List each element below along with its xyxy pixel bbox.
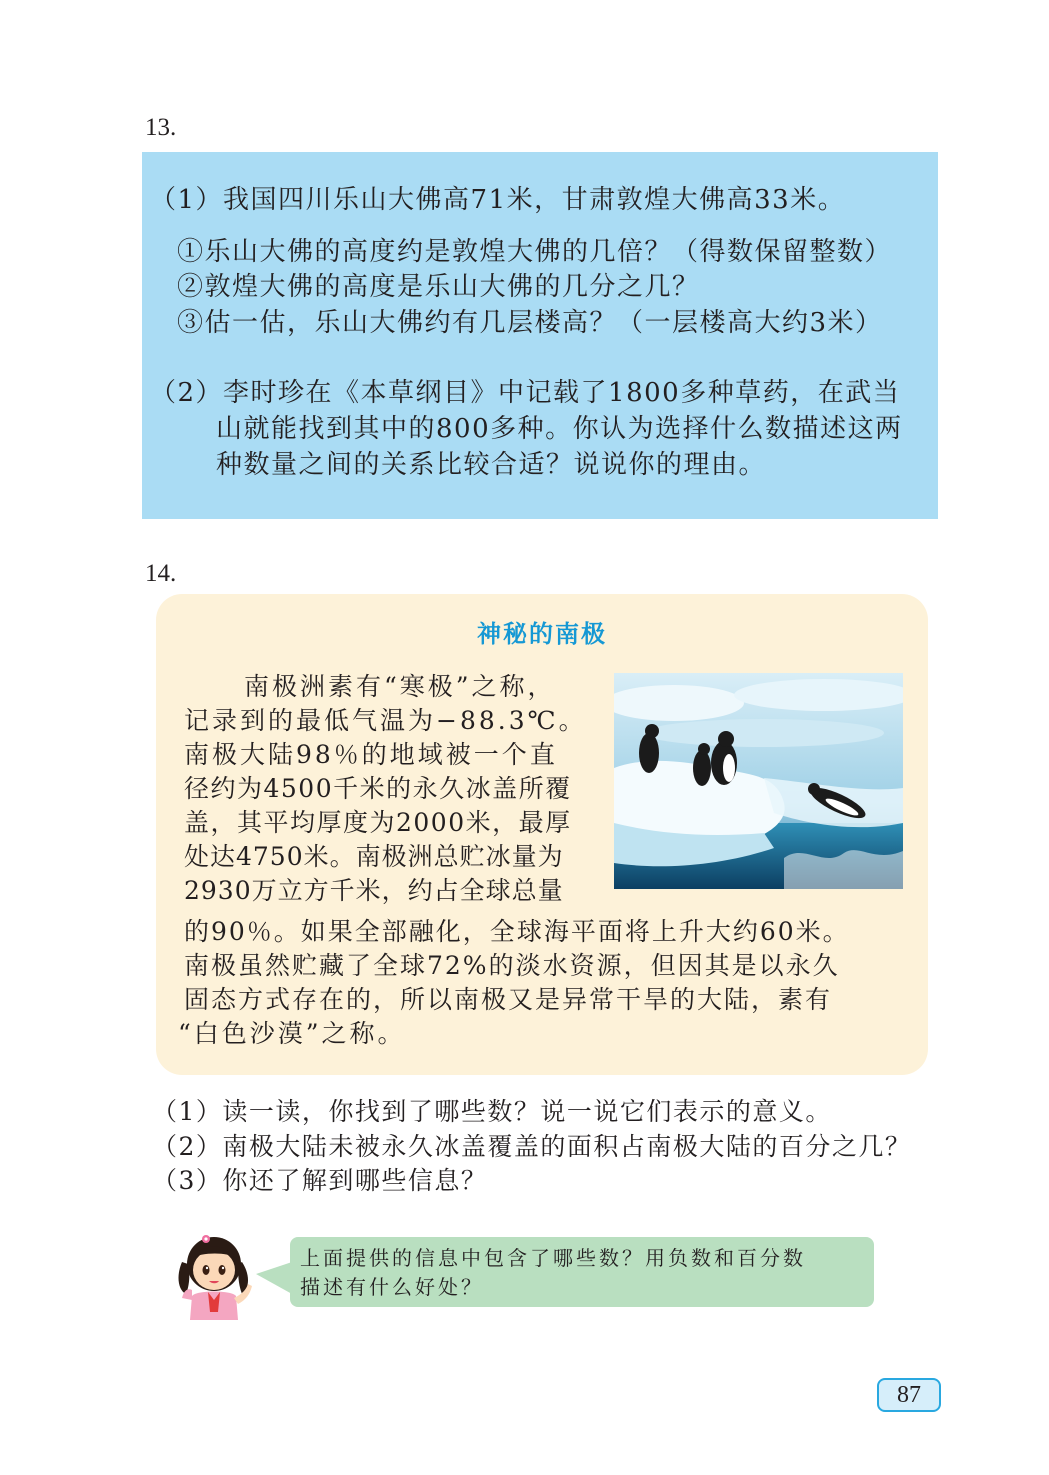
card-title: 神秘的南极: [477, 620, 607, 648]
card-text-line: 盖，其平均厚度为2000米，最厚: [184, 808, 572, 837]
page-number: 87: [877, 1378, 941, 1412]
q13-part1: （1）我国四川乐山大佛高71米，甘肃敦煌大佛高33米。: [150, 185, 846, 215]
q13-sub1: ①乐山大佛的高度约是敦煌大佛的几倍？（得数保留整数）: [177, 237, 893, 267]
card-text-line: 处达4750米。南极洲总贮冰量为: [184, 842, 564, 871]
penguin-photo: [614, 673, 903, 889]
card-text-line: 记录到的最低气温为−88.3℃。: [184, 706, 587, 735]
question-13-box: [142, 152, 938, 519]
bubble-line2: 描述有什么好处？: [300, 1275, 484, 1299]
q14-question2: （2）南极大陆未被永久冰盖覆盖的面积占南极大陆的百分之几？: [152, 1132, 912, 1161]
card-text-line: 固态方式存在的，所以南极又是异常干旱的大陆，素有: [184, 985, 833, 1014]
q14-question3: （3）你还了解到哪些信息？: [152, 1166, 488, 1195]
q13-part2-line1: （2）李时珍在《本草纲目》中记载了1800多种草药，在武当: [150, 378, 901, 408]
card-text-line: 的90％。如果全部融化，全球海平面将上升大约60米。: [184, 917, 850, 946]
q13-sub2: ②敦煌大佛的高度是乐山大佛的几分之几？: [177, 272, 700, 302]
speech-bubble: [290, 1237, 874, 1307]
q13-part2-line3: 种数量之间的关系比较合适？说说你的理由。: [216, 450, 767, 480]
girl-character-illustration: [172, 1228, 258, 1320]
card-text-line: 南极虽然贮藏了全球72%的淡水资源，但因其是以永久: [184, 951, 840, 980]
q13-sub3: ③估一估，乐山大佛约有几层楼高？（一层楼高大约3米）: [177, 308, 883, 338]
card-text-line: 2930万立方千米，约占全球总量: [184, 876, 564, 905]
q13-part2-line2: 山就能找到其中的800多种。你认为选择什么数描述这两: [216, 414, 903, 444]
card-text-line: 南极大陆98％的地域被一个直: [184, 740, 558, 769]
bubble-line1: 上面提供的信息中包含了哪些数？用负数和百分数: [300, 1246, 806, 1270]
card-text-line: “白色沙漠”之称。: [178, 1019, 406, 1048]
question-13-number: 13.: [145, 114, 177, 141]
q14-question1: （1）读一读，你找到了哪些数？说一说它们表示的意义。: [152, 1097, 832, 1126]
card-text-line: 径约为4500千米的永久冰盖所覆: [184, 774, 572, 803]
speech-bubble-tail: [256, 1262, 292, 1294]
question-14-number: 14.: [145, 560, 177, 587]
reading-card: [156, 594, 928, 1075]
card-text-line: 南极洲素有“寒极”之称，: [244, 672, 556, 701]
